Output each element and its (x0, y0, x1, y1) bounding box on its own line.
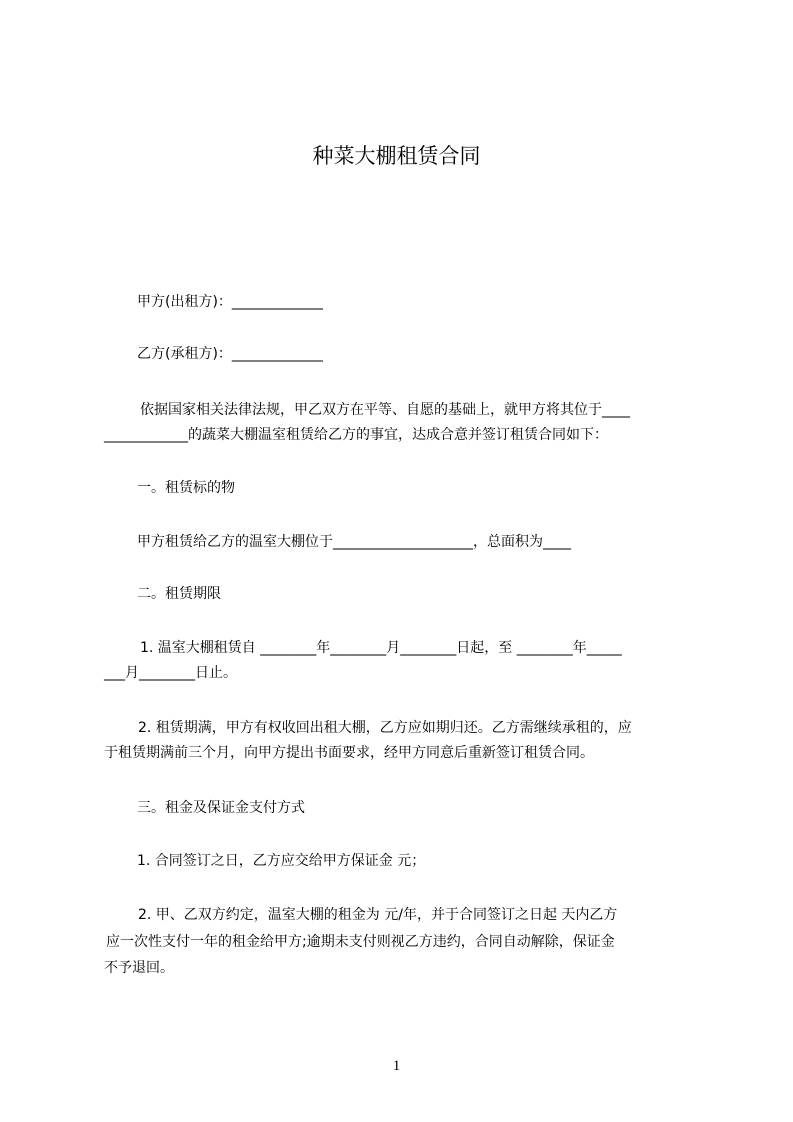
section-2-heading: 二。租赁期限 (137, 586, 221, 602)
section-1-heading: 一。租赁标的物 (137, 480, 235, 496)
section-3-item-2-line-2: 应一次性支付一年的租金给甲方;逾期未支付则视乙方违约，合同自动解除，保证金 (106, 934, 615, 950)
page-number: 1 (392, 1058, 401, 1074)
party-a-line: 甲方(出租方)：_____________ (137, 294, 323, 310)
section-3-item-2-line-1: 2. 甲、乙双方约定，温室大棚的租金为 元/年，并于合同签订之日起 天内乙方 (138, 907, 618, 923)
section-1-text: 甲方租赁给乙方的温室大棚位于____________________，总面积为____ (137, 534, 571, 550)
document-title: 种菜大棚租赁合同 (312, 144, 481, 168)
section-3-item-1: 1. 合同签订之日，乙方应交给甲方保证金 元； (137, 853, 426, 869)
section-3-item-2-line-3: 不予退回。 (104, 960, 174, 976)
intro-line-1: 依据国家相关法律法规，甲乙双方在平等、自愿的基础上，就甲方将其位于____ (140, 402, 630, 418)
section-2-item-2-line-1: 2. 租赁期满，甲方有权收回出租大棚，乙方应如期归还。乙方需继续承租的，应 (138, 720, 632, 736)
section-2-item-1-line-1: 1. 温室大棚租赁自 ________年________月________日起，至 ________年_____ (140, 640, 622, 656)
intro-line-2: ____________的蔬菜大棚温室租赁给乙方的事宜，达成合意并签订租赁合同如下： (104, 427, 608, 443)
section-3-heading: 三。租金及保证金支付方式 (137, 800, 305, 816)
section-2-item-1-line-2: ___月________日止。 (104, 665, 237, 681)
party-b-line: 乙方(承租方)：_____________ (137, 346, 323, 362)
section-2-item-2-line-2: 于租赁期满前三个月，向甲方提出书面要求，经甲方同意后重新签订租赁合同。 (104, 745, 594, 761)
